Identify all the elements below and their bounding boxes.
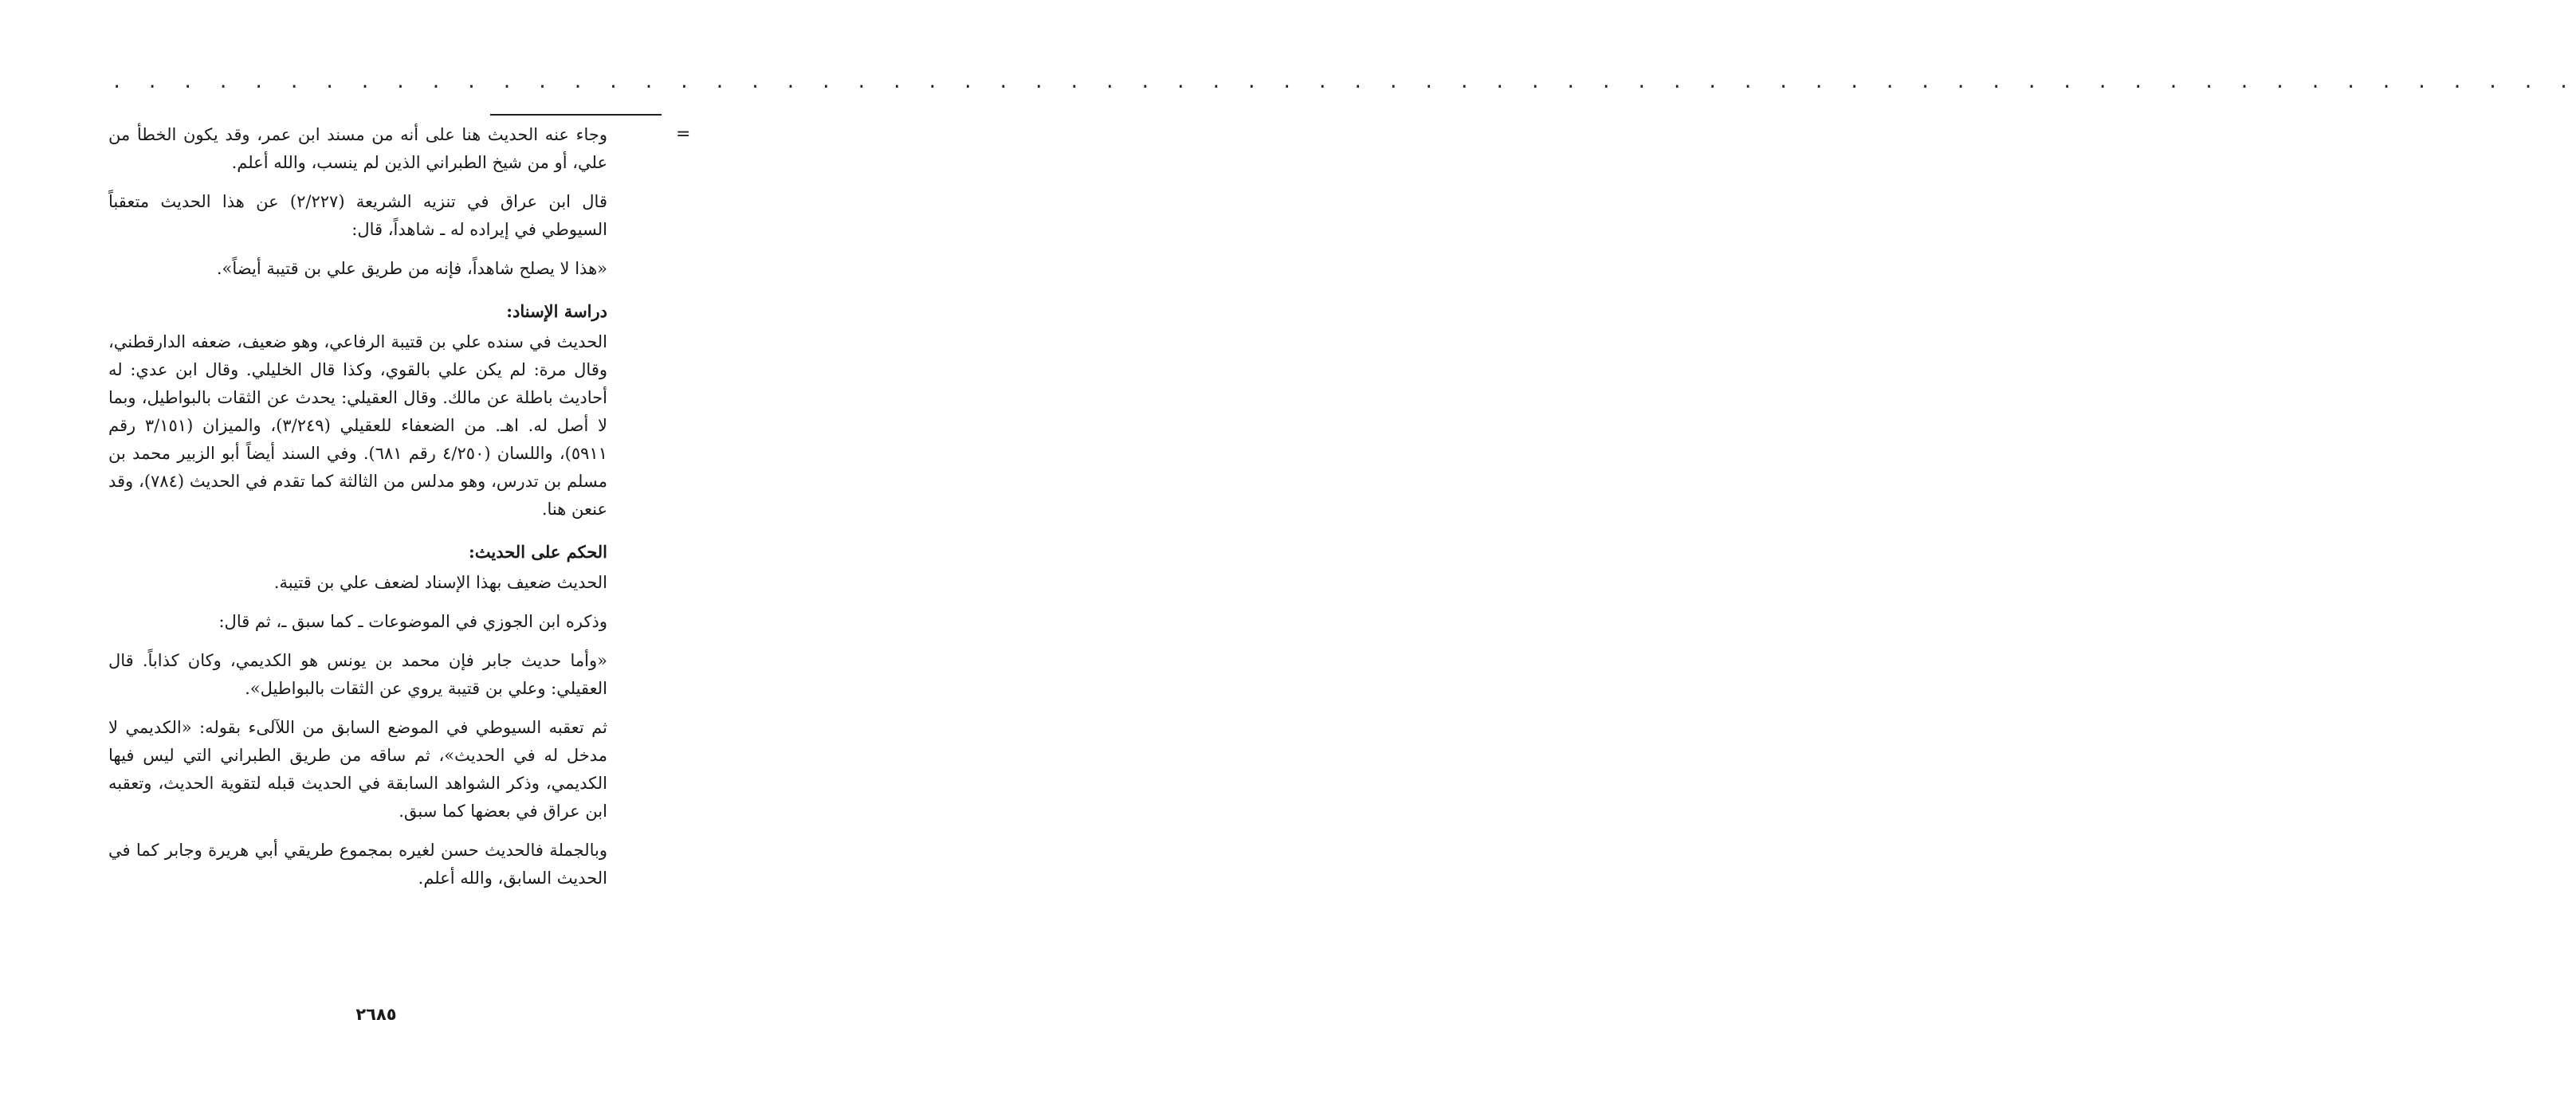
ruling-paragraph: ثم تعقبه السيوطي في الموضع السابق من اللآلىء بقوله: «الكديمي لا مدخل له في الحديث»، ثم ساقه من طريق الطبراني التي ليس فيها الكديمي، وذكر الشواهد السابقة في الحديث قبله لتقوية الحديث، وتعقبه ابن عراق في بعضها كما سبق. [108,718,607,821]
page-number: ٢٦٨٥ [355,1005,397,1024]
footnote-rule [490,114,662,116]
isnad-text: الحديث في سنده علي بن قتيبة الرفاعي، وهو ضعيف، ضعفه الدارقطني، وقال مرة: لم يكن علي بالقوي، وكذا قال الخليلي. وقال ابن عدي: له أحاديث باطلة عن مالك. وقال العقيلي: يحدث عن الثقات بالبواطيل، وبما لا أصل له. اهـ. من الضعفاء للعقيلي (٣/٢٤٩)، والميزان (٣/١٥١ رقم ٥٩١١)، واللسان (٤/٢٥٠ رقم ٦٨١). وفي السند أيضاً أبو الزبير محمد بن مسلم بن تدرس، وهو مدلس من الثالثة كما تقدم في الحديث (٧٨٤)، وقد عنعن هنا. [108,332,607,519]
footnote-continuation-marker: = [676,124,691,144]
paragraph-ibn-iraq: قال ابن عراق في تنزيه الشريعة (٢/٢٢٧) عن هذا الحديث متعقباً السيوطي في إيراده له ـ شاهداً، قال: [108,192,607,239]
ruling-paragraph: وبالجملة فالحديث حسن لغيره بمجموع طريقي أبي هريرة وجابر كما في الحديث السابق، والله أعلم. [108,841,607,888]
ruling-paragraph: الحديث ضعيف بهذا الإسناد لضعف علي بن قتيبة. [273,573,607,592]
ruling-paragraph: وذكره ابن الجوزي في الموضوعات ـ كما سبق ـ، ثم قال: [218,612,607,631]
ruling-paragraph: «وأما حديث جابر فإن محمد بن يونس هو الكديمي، وكان كذاباً. قال العقيلي: وعلي بن قتيبة يروي عن الثقات بالبواطيل». [108,651,607,698]
isnad-heading: دراسة الإسناد: [506,301,607,321]
paragraph-intro: وجاء عنه الحديث هنا على أنه من مسند ابن عمر، وقد يكون الخطأ من علي، أو من شيخ الطبراني الذين لم ينسب، والله أعلم. [108,125,607,172]
paragraph-quote: «هذا لا يصلح شاهداً، فإنه من طريق علي بن قتيبة أيضاً». [216,259,607,278]
dotted-divider: . . . . . . . . . . . . . . . . . . . . . . . . . . . . . . . . . . . . . . . . . . . . . . . . . . . . . . . . . . . . . . . . . . . . . . [112,73,2576,92]
ruling-heading: الحكم على الحديث: [469,542,607,562]
page-body [108,121,607,904]
